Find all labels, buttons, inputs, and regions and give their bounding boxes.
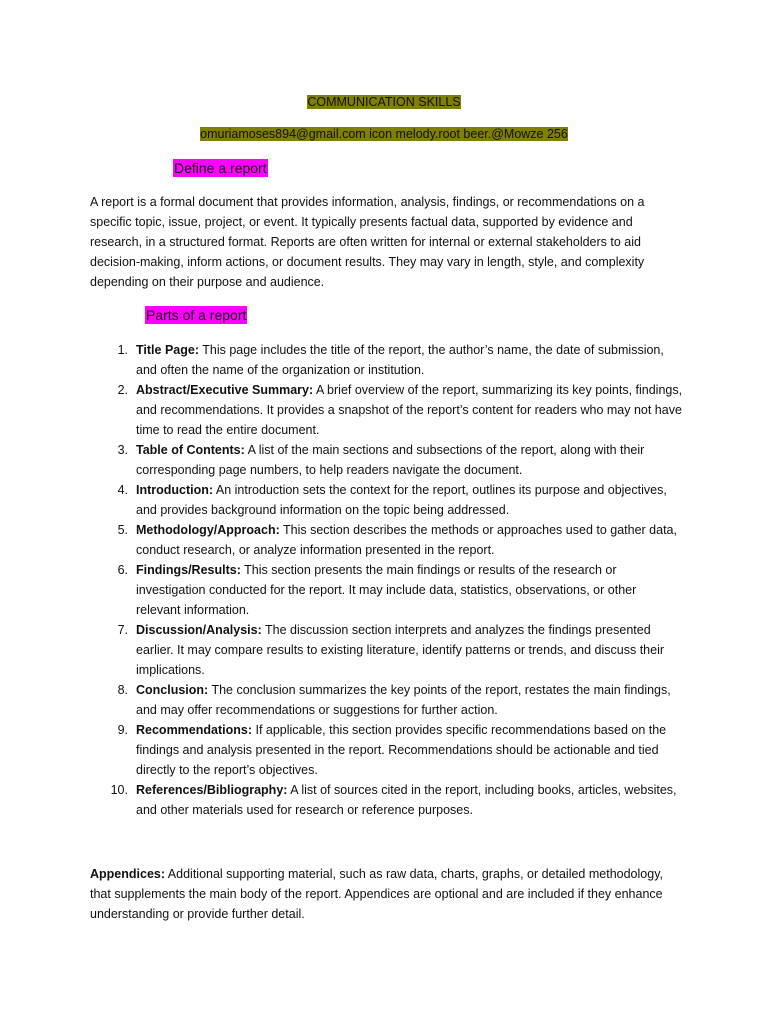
list-item-number: 9.	[117, 723, 128, 737]
appendices-paragraph	[90, 864, 682, 924]
list-item-text: A list of sources cited in the report, including books, articles, websites, and other materials used for research or reference purposes.	[136, 783, 677, 817]
list-item-text: This section presents the main findings or results of the research or investigation conducted for the report. It may include data, statistics, observations, or other relevant information.	[136, 563, 637, 617]
appendices-text: Additional supporting material, such as raw data, charts, graphs, or detailed methodology, that supplements the main body of the report. Appendices are optional and are included if they enhance understanding or provide further detail.	[90, 867, 663, 921]
list-item	[104, 480, 684, 520]
document-title: COMMUNICATION SKILLS	[307, 95, 461, 109]
list-item-text: The discussion section interprets and analyzes the findings presented earlier. It may compare results to existing literature, identify patterns or trends, and discuss their implications.	[136, 623, 665, 677]
list-item-term: Table of Contents:	[136, 443, 245, 457]
list-item-term: Findings/Results:	[136, 563, 241, 577]
list-item-text: A brief overview of the report, summarizing its key points, findings, and recommendations. It provides a snapshot of the report’s content for readers who may not have time to read the entire document.	[136, 383, 683, 437]
list-item-number: 10.	[110, 783, 128, 797]
list-item	[104, 780, 684, 820]
list-item	[104, 340, 684, 380]
list-item-term: Methodology/Approach:	[136, 523, 280, 537]
list-item-term: References/Bibliography:	[136, 783, 288, 797]
list-item	[104, 380, 684, 440]
list-item-number: 1.	[117, 343, 128, 357]
appendices-term: Appendices:	[90, 867, 166, 881]
define-report-heading: Define a report	[174, 160, 267, 176]
list-item-term: Title Page:	[136, 343, 199, 357]
list-item-number: 6.	[117, 563, 128, 577]
list-item	[104, 680, 684, 720]
document-subtitle: omuriamoses894@gmail.com icon melody.root beer.@Mowze 256	[200, 127, 568, 141]
list-item-number: 5.	[117, 523, 128, 537]
list-item-term: Abstract/Executive Summary:	[136, 383, 314, 397]
list-item-number: 2.	[117, 383, 128, 397]
parts-of-report-heading: Parts of a report	[146, 307, 247, 323]
list-item-number: 3.	[117, 443, 128, 457]
list-item	[104, 560, 684, 620]
list-item-number: 7.	[117, 623, 128, 637]
list-item-term: Introduction:	[136, 483, 214, 497]
list-item-text: A list of the main sections and subsections of the report, along with their corresponding page numbers, to help readers navigate the document.	[136, 443, 645, 477]
list-item-text: The conclusion summarizes the key points of the report, restates the main findings, and may offer recommendations or suggestions for further action.	[136, 683, 671, 717]
list-item	[104, 520, 684, 560]
list-item-term: Conclusion:	[136, 683, 209, 697]
list-item-text: This section describes the methods or approaches used to gather data, conduct research, or analyze information presented in the report.	[136, 523, 677, 557]
document-title-line	[0, 94, 768, 111]
list-item-term: Discussion/Analysis:	[136, 623, 262, 637]
list-item-number: 8.	[117, 683, 128, 697]
define-report-paragraph: A report is a formal document that provides information, analysis, findings, or recommendations on a specific topic, issue, project, or event. It typically presents factual data, supported by evidence and research, in a structured format. Reports are often written for internal or external stakeholders to aid decision-making, inform actions, or document results. They may vary in length, style, and complexity depending on their purpose and audience.	[90, 195, 645, 289]
list-item-number: 4.	[117, 483, 128, 497]
document-subtitle-line	[0, 126, 768, 143]
list-item-text: An introduction sets the context for the report, outlines its purpose and objectives, and provides background information on the topic being addressed.	[136, 483, 667, 517]
parts-list	[104, 340, 684, 820]
list-item-text: This page includes the title of the report, the author’s name, the date of submission, and often the name of the organization or institution.	[136, 343, 664, 377]
list-item	[104, 440, 684, 480]
list-item-term: Recommendations:	[136, 723, 252, 737]
list-item	[104, 620, 684, 680]
list-item	[104, 720, 684, 780]
list-item-text: If applicable, this section provides specific recommendations based on the findings and analysis presented in the report. Recommendations should be actionable and tied directly to the report’s objectives.	[136, 723, 667, 777]
